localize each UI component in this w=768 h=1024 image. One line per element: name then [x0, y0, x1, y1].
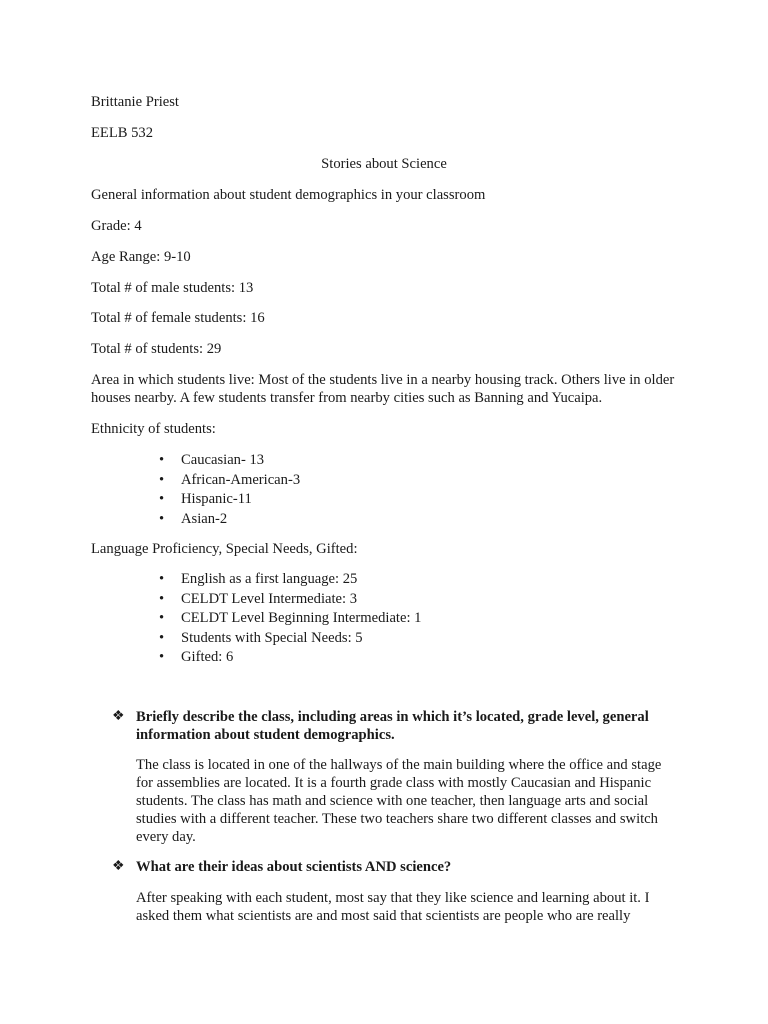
- language-list: [91, 570, 421, 668]
- list-item: • Students with Special Needs: 5: [91, 629, 421, 649]
- author-name: Brittanie Priest: [91, 94, 179, 110]
- bullet-icon: •: [159, 471, 165, 488]
- course-code: EELB 532: [91, 125, 154, 141]
- total-students-line: Total # of students: 29: [91, 341, 222, 357]
- bullet-icon: •: [159, 571, 165, 587]
- list-item: • Hispanic-11: [91, 490, 300, 510]
- bullet-icon: •: [159, 491, 165, 507]
- list-item: • CELDT Level Intermediate: 3: [91, 590, 421, 610]
- bullet-icon: •: [159, 629, 165, 646]
- list-item: • Gifted: 6: [91, 648, 421, 668]
- question-2: [112, 858, 672, 876]
- ethnicity-heading: Ethnicity of students:: [91, 421, 216, 437]
- female-students-line: Total # of female students: 16: [91, 310, 265, 326]
- question-1: [112, 708, 672, 744]
- list-item: • Asian-2: [91, 510, 300, 530]
- bullet-icon: •: [159, 510, 165, 527]
- question-text: Briefly describe the class, including areas in which it’s located, grade level, general information about student demographics.: [136, 709, 649, 743]
- area-paragraph: Area in which students live: Most of the students live in a nearby housing track. Others live in older houses nearby. A few students transfer from nearby cities such as Banning and Yucaipa.: [91, 372, 675, 406]
- list-item: • African-American-3: [91, 471, 300, 491]
- intro-line: General information about student demographics in your classroom: [91, 187, 486, 203]
- question-text: What are their ideas about scientists AND science?: [136, 859, 452, 875]
- age-range-line: Age Range: 9-10: [91, 249, 191, 265]
- ethnicity-list: [91, 451, 300, 529]
- grade-line: Grade: 4: [91, 218, 142, 234]
- answer-2: After speaking with each student, most say that they like science and learning about it. I asked them what scientists are and most said that scientists are people who are really: [136, 890, 650, 924]
- diamond-bullet-icon: ❖: [112, 859, 125, 874]
- bullet-icon: •: [159, 610, 165, 626]
- language-heading: Language Proficiency, Special Needs, Gifted:: [91, 541, 358, 557]
- bullet-icon: •: [159, 452, 165, 468]
- list-item: • English as a first language: 25: [91, 570, 421, 590]
- diamond-bullet-icon: ❖: [112, 709, 125, 724]
- list-item: • Caucasian- 13: [91, 451, 300, 471]
- answer-1: The class is located in one of the hallways of the main building where the office and stage for assemblies are located. It is a fourth grade class with mostly Caucasian and Hispanic students. The class has math and science with one teacher, then language arts and social studies with a different teacher. These two teachers share two different classes and switch every day.: [136, 757, 662, 845]
- bullet-icon: •: [159, 590, 165, 607]
- bullet-icon: •: [159, 649, 165, 665]
- document-title: Stories about Science: [321, 156, 447, 172]
- list-item: • CELDT Level Beginning Intermediate: 1: [91, 609, 421, 629]
- male-students-line: Total # of male students: 13: [91, 280, 254, 296]
